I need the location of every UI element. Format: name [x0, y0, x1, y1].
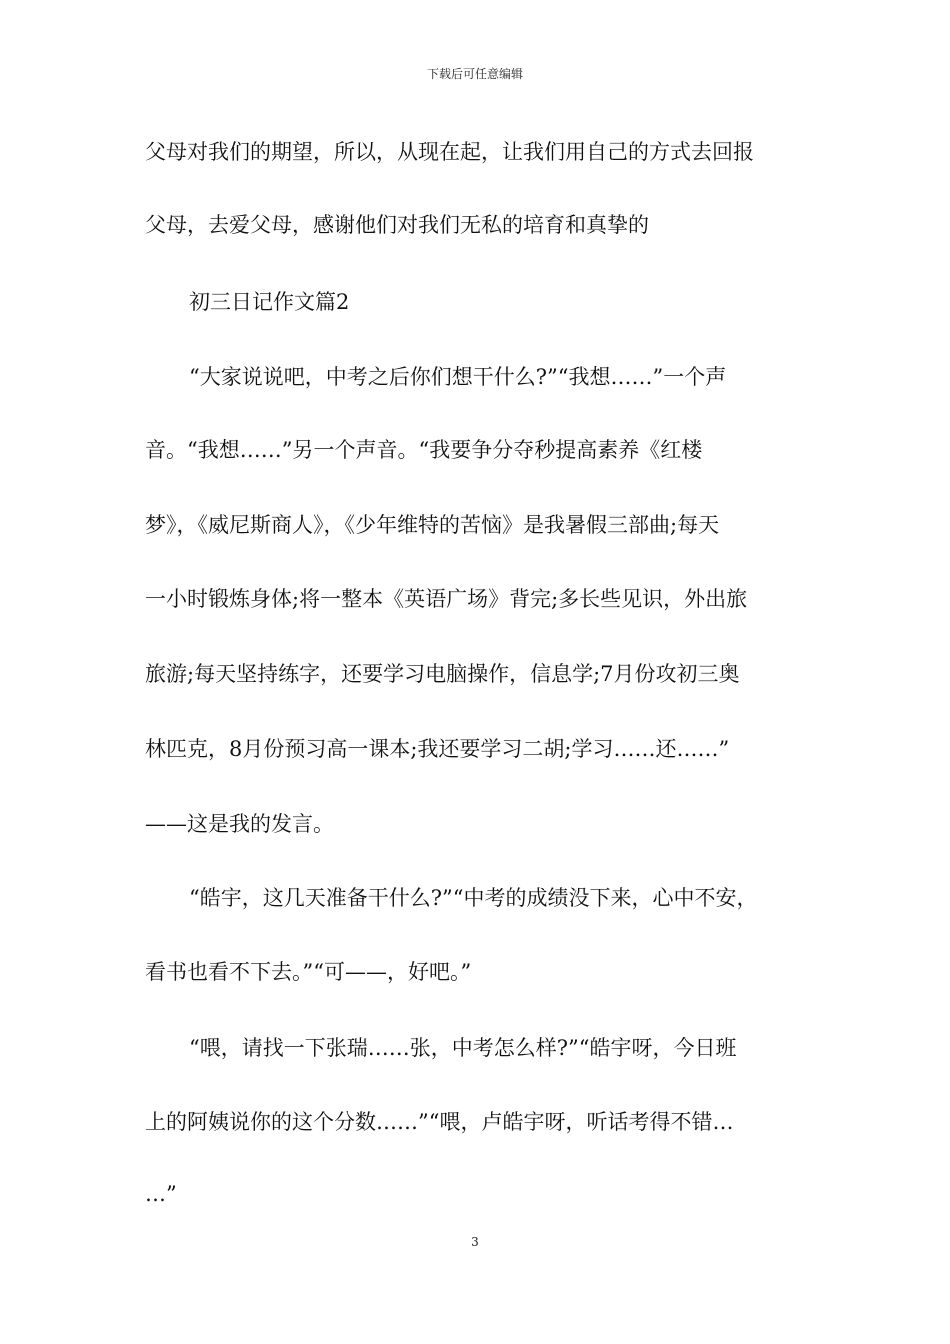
- text-line: 旅游;每天坚持练字，还要学习电脑操作，信息学;7月份攻初三奥: [145, 662, 740, 686]
- text-line: 父母，去爱父母，感谢他们对我们无私的培育和真挚的: [145, 213, 649, 237]
- text-line: 一小时锻炼身体;将一整本《英语广场》背完;多长些见识，外出旅: [145, 587, 748, 611]
- page-number: 3: [471, 1235, 479, 1249]
- paragraph-start-line: “喂，请找一下张瑞……张，中考怎么样?”“皓宇呀，今日班: [189, 1036, 737, 1060]
- section-heading: 初三日记作文篇2: [189, 290, 350, 314]
- text-line: 看书也看不下去。”“可——，好吧。”: [145, 960, 472, 984]
- text-line: 音。“我想……”另一个声音。“我要争分夺秒提高素养《红楼: [145, 438, 703, 462]
- paragraph-start-line: “大家说说吧，中考之后你们想干什么?”“我想……”一个声: [189, 365, 727, 389]
- text-line: 父母对我们的期望，所以，从现在起，让我们用自己的方式去回报: [145, 140, 754, 164]
- text-line: …”: [145, 1182, 177, 1206]
- text-line: ——这是我的发言。: [145, 812, 334, 836]
- text-line: 梦》，《威尼斯商人》，《少年维特的苦恼》是我暑假三部曲;每天: [145, 513, 720, 537]
- paragraph-start-line: “皓宇，这几天准备干什么?”“中考的成绩没下来，心中不安，: [189, 886, 758, 910]
- text-line: 林匹克，8月份预习高一课本;我还要学习二胡;学习……还……”: [145, 737, 730, 761]
- page-header: 下载后可任意编辑: [426, 67, 523, 81]
- text-line: 上的阿姨说你的这个分数……”“喂，卢皓宇呀，听话考得不错…: [145, 1110, 734, 1134]
